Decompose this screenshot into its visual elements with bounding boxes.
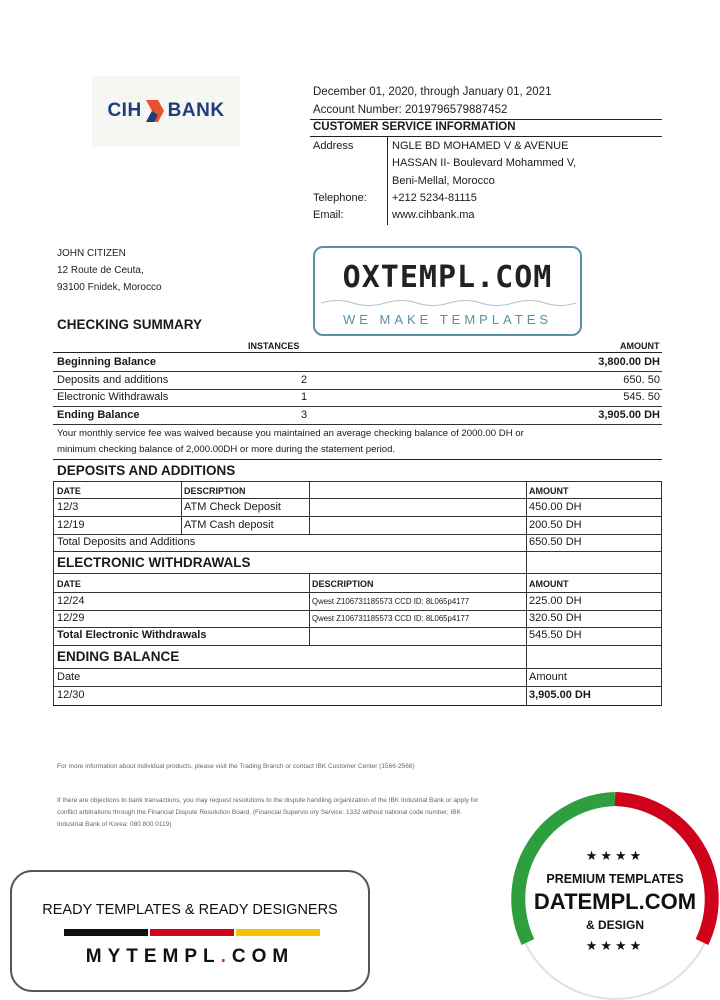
- summary-row-rule: [53, 406, 662, 407]
- summary-note-1: Your monthly service fee was waived because you maintained an average checking balance of 2000.00 DH or: [57, 428, 524, 439]
- address-label: Address: [313, 140, 354, 152]
- withdrawals-rule: [53, 592, 662, 593]
- summary-row-label: Beginning Balance: [57, 356, 157, 368]
- footer-note-4: Industrial Bank of Korea: 080 800 0119): [57, 821, 172, 828]
- email-value: www.cihbank.ma: [392, 209, 475, 221]
- logo-text: BANK: [167, 100, 225, 121]
- address-line-2: HASSAN II- Boulevard Mohammed V,: [392, 157, 577, 169]
- summary-row-label: Ending Balance: [57, 409, 140, 421]
- summary-row-rule: [53, 424, 662, 425]
- deposits-vline: [181, 481, 182, 534]
- withdrawals-col-desc: DESCRIPTION: [312, 579, 374, 589]
- withdrawals-total: 545.50 DH: [529, 629, 582, 641]
- ending-rule: [53, 686, 662, 687]
- withdrawal-date: 12/29: [57, 612, 85, 624]
- withdrawals-vline: [309, 573, 310, 645]
- withdrawal-desc: Qwest Z106731185573 CCD ID: 8L065p4177: [312, 597, 470, 606]
- summary-title: CHECKING SUMMARY: [57, 317, 202, 332]
- seal-line-1: PREMIUM TEMPLATES: [546, 872, 684, 886]
- withdrawals-col-amount: AMOUNT: [529, 579, 569, 589]
- ending-title: ENDING BALANCE: [57, 649, 180, 664]
- summary-row-label: Deposits and additions: [57, 374, 169, 386]
- withdrawals-col-date: DATE: [57, 579, 81, 589]
- logo-arrow-icon: [144, 98, 166, 124]
- summary-row-amount: 3,905.00 DH: [598, 409, 660, 421]
- email-label: Email:: [313, 209, 344, 221]
- withdrawals-rule: [53, 610, 662, 611]
- withdrawal-desc: Qwest Z106731185573 CCD ID: 8L065p4177: [312, 614, 470, 623]
- flag-bar-black: [64, 929, 148, 936]
- deposits-vline: [53, 481, 54, 551]
- ending-vline: [661, 645, 662, 705]
- ending-rule: [53, 705, 662, 706]
- ending-date: 12/30: [57, 689, 85, 701]
- telephone-label: Telephone:: [313, 192, 367, 204]
- deposits-col-amount: AMOUNT: [529, 486, 569, 496]
- summary-instances-header: INSTANCES: [248, 341, 300, 351]
- deposit-date: 12/19: [57, 519, 85, 531]
- deposits-title: DEPOSITS AND ADDITIONS: [57, 463, 236, 478]
- deposits-vline: [661, 481, 662, 551]
- withdrawal-amount: 320.50 DH: [529, 612, 582, 624]
- ending-col-amount: Amount: [529, 671, 567, 683]
- customer-name: JOHN CITIZEN: [57, 248, 126, 259]
- customer-service-title: CUSTOMER SERVICE INFORMATION: [313, 121, 516, 133]
- summary-row-instances: 1: [301, 391, 308, 403]
- bank-logo: [92, 76, 240, 146]
- withdrawals-vline: [53, 551, 54, 645]
- deposit-desc: ATM Cash deposit: [184, 519, 274, 531]
- summary-row-label: Electronic Withdrawals: [57, 391, 169, 403]
- ending-vline: [526, 645, 527, 705]
- withdrawals-total-label: Total Electronic Withdrawals: [57, 629, 207, 641]
- seal-line-2: DATEMPL.COM: [533, 889, 697, 914]
- premium-seal: [508, 792, 720, 1000]
- seal-stars-bottom: ★★★★: [585, 938, 645, 953]
- deposits-total: 650.50 DH: [529, 536, 582, 548]
- summary-note-2: minimum checking balance of 2,000.00DH or more during the statement period.: [57, 444, 396, 455]
- seal-stars-top: ★★★★: [585, 848, 645, 863]
- logo-prefix: CIH: [107, 100, 142, 121]
- deposits-rule: [53, 534, 662, 535]
- withdrawals-rule: [53, 573, 662, 574]
- telephone-value: +212 5234-81115: [392, 192, 477, 204]
- deposit-date: 12/3: [57, 501, 79, 513]
- ending-rule: [53, 668, 662, 669]
- watermark-main: OXTEMPL.COM: [342, 260, 553, 295]
- withdrawals-title: ELECTRONIC WITHDRAWALS: [57, 555, 251, 570]
- summary-row-instances: 3: [301, 409, 308, 421]
- deposits-rule: [53, 481, 662, 482]
- withdrawals-rule: [53, 645, 662, 646]
- deposit-amount: 450.00 DH: [529, 501, 582, 513]
- withdrawal-date: 12/24: [57, 595, 85, 607]
- summary-rule: [53, 352, 662, 353]
- deposits-rule: [53, 551, 662, 552]
- flag-bar-red: [150, 929, 234, 936]
- cs-divider: [387, 137, 388, 225]
- summary-row-instances: 2: [301, 374, 308, 386]
- ready-templates-badge: [10, 870, 370, 992]
- summary-row-rule: [53, 389, 662, 390]
- address-line-1: NGLE BD MOHAMED V & AVENUE: [392, 140, 569, 152]
- withdrawals-vline: [526, 551, 527, 645]
- deposits-col-desc: DESCRIPTION: [184, 486, 246, 496]
- header-rule: [310, 119, 662, 120]
- watermark-sub: WE MAKE TEMPLATES: [342, 312, 553, 327]
- header-rule-2: [310, 136, 662, 137]
- deposits-col-date: DATE: [57, 486, 81, 496]
- withdrawals-vline: [661, 551, 662, 645]
- summary-amount-header: AMOUNT: [620, 341, 660, 351]
- summary-row-amount: 545. 50: [623, 391, 660, 403]
- statement-period: December 01, 2020, through January 01, 2021: [313, 86, 552, 98]
- account-number: Account Number: 2019796579887452: [313, 104, 508, 116]
- ending-vline: [53, 645, 54, 705]
- footer-note-2: If there are objections to bank transactions, you may request resolutions to the dispute handling organization of the IBK Industrial Bank or apply for: [57, 797, 479, 804]
- summary-row-amount: 650. 50: [623, 374, 660, 386]
- withdrawals-rule: [53, 627, 662, 628]
- flag-bar-gold: [236, 929, 320, 936]
- deposits-rule: [53, 498, 662, 499]
- address-line-3: Beni-Mellal, Morocco: [392, 175, 495, 187]
- deposit-desc: ATM Check Deposit: [184, 501, 281, 513]
- deposits-top-rule: [53, 459, 662, 460]
- ending-amount: 3,905.00 DH: [529, 689, 591, 701]
- customer-address-1: 12 Route de Ceuta,: [57, 265, 144, 276]
- deposits-vline: [309, 481, 310, 534]
- deposit-amount: 200.50 DH: [529, 519, 582, 531]
- withdrawal-amount: 225.00 DH: [529, 595, 582, 607]
- watermark-wave-icon: [321, 298, 576, 308]
- ready-url: MYTEMPL.COM: [85, 946, 295, 967]
- seal-line-3: & DESIGN: [585, 918, 644, 932]
- deposits-rule: [53, 516, 662, 517]
- footer-note-3: conflict arbitrations through the Financial Dispute Resolution Board. (Financial Supervis ory Service: 1332 without national code number, IBK: [57, 809, 461, 816]
- ready-title: READY TEMPLATES & READY DESIGNERS: [42, 902, 338, 918]
- customer-address-2: 93100 Fnidek, Morocco: [57, 282, 162, 293]
- deposits-total-label: Total Deposits and Additions: [57, 536, 196, 548]
- summary-row-rule: [53, 371, 662, 372]
- footer-note-1: For more information about individual products, please visit the Trading Branch or contact IBK Customer Center (1566-2566): [57, 763, 415, 770]
- deposits-vline: [526, 481, 527, 551]
- ending-col-date: Date: [57, 671, 81, 683]
- watermark-box: [313, 246, 582, 336]
- summary-row-amount: 3,800.00 DH: [598, 356, 660, 368]
